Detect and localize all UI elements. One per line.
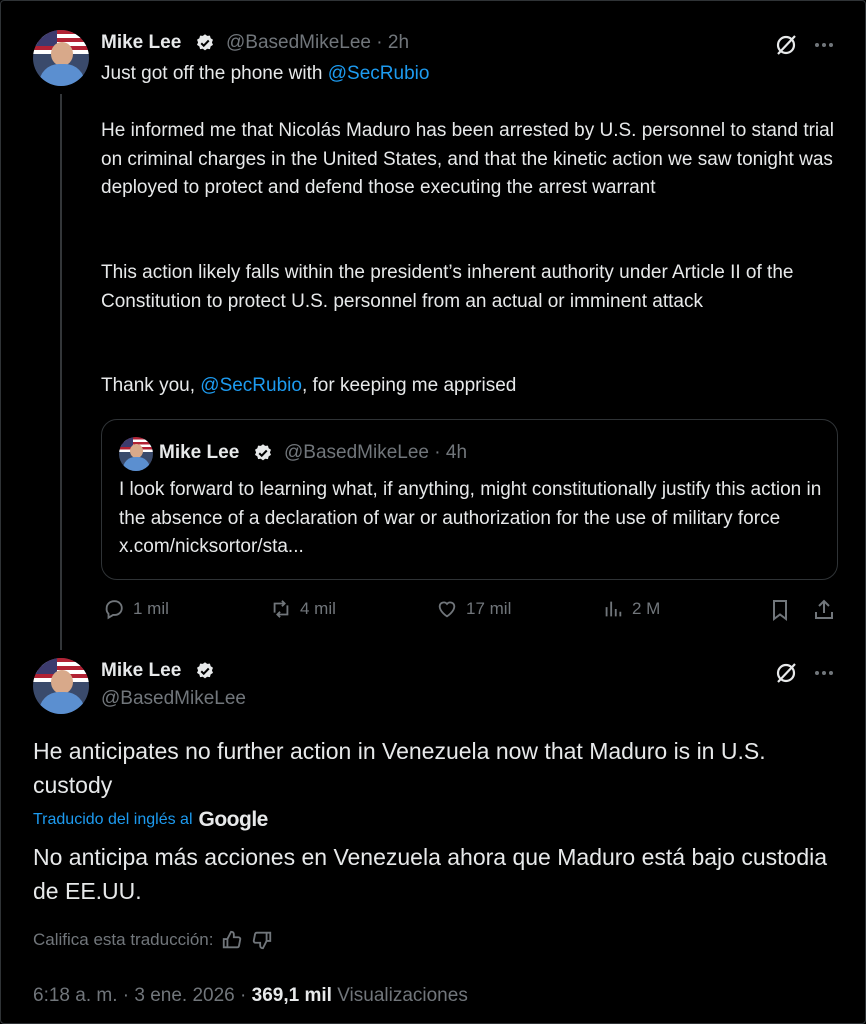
post-text-para2: He informed me that Nicolás Maduro has been arrested by U.S. personnel to stand trial on criminal charges in the United States, and that the kinetic action we saw tonight was deployed to protect and defend those executing the arrest warrant: [101, 120, 840, 198]
author-handle[interactable]: @BasedMikeLee: [101, 688, 246, 709]
repost-button[interactable]: [270, 598, 336, 620]
post-time: 2h: [387, 32, 410, 53]
quote-avatar: [119, 437, 153, 471]
quote-author-name: Mike Lee: [159, 442, 240, 463]
author-handle[interactable]: @BasedMikeLee · 2h: [226, 32, 410, 53]
grok-icon[interactable]: [774, 661, 798, 685]
thumbs-down-icon[interactable]: [251, 929, 273, 951]
bookmark-icon[interactable]: [768, 598, 792, 622]
google-logo: Google: [198, 808, 268, 831]
more-icon[interactable]: [812, 33, 836, 57]
like-button[interactable]: [436, 598, 511, 620]
post-text-para3: This action likely falls within the president’s inherent authority under Article II of the Constitution to protect U.S. personnel from an actual or imminent attack: [101, 262, 799, 312]
like-icon: [436, 598, 458, 620]
reply-count: 1 mil: [133, 599, 169, 618]
like-count: 17 mil: [466, 599, 512, 618]
repost-count: 4 mil: [300, 599, 336, 618]
translation-text: No anticipa más acciones en Venezuela ahora que Maduro está bajo custodia de EE.UU.: [33, 844, 834, 904]
quoted-post[interactable]: [101, 419, 838, 580]
translated-label: Traducido del inglés al: [33, 811, 193, 828]
author-name[interactable]: Mike Lee: [101, 32, 182, 53]
reply-icon: [103, 598, 125, 620]
rate-label: Califica esta traducción:: [33, 930, 214, 949]
rate-translation: [33, 929, 273, 951]
views-count: 2 M: [632, 599, 661, 618]
verified-icon: [253, 443, 273, 463]
reply-button[interactable]: [103, 598, 169, 620]
views-total: 369,1 mil: [251, 985, 332, 1006]
verified-icon: [195, 33, 215, 53]
post-text-para4: Thank you, @SecRubio, for keeping me apprised: [101, 375, 517, 396]
repost-icon: [270, 598, 292, 620]
share-icon[interactable]: [812, 598, 836, 622]
post-meta: 6:18 a. m. · 3 ene. 2026 · 369,1 mil Visualizaciones: [33, 985, 468, 1006]
views-button[interactable]: [602, 598, 660, 620]
author-name[interactable]: Mike Lee: [101, 660, 182, 681]
post-timestamp[interactable]: 6:18 a. m. · 3 ene. 2026: [33, 985, 235, 1006]
avatar[interactable]: [33, 658, 89, 714]
views-label: Visualizaciones: [337, 985, 468, 1006]
views-icon: [602, 598, 624, 620]
verified-icon: [195, 661, 215, 681]
thread-line: [60, 94, 62, 650]
mention-link[interactable]: @SecRubio: [327, 63, 430, 84]
quote-author-handle: @BasedMikeLee · 4h: [284, 442, 468, 463]
more-icon[interactable]: [812, 661, 836, 685]
post-text: He anticipates no further action in Venezuela now that Maduro is in U.S. custody: [33, 738, 772, 798]
thumbs-up-icon[interactable]: [221, 929, 243, 951]
post-text-line1: Just got off the phone with @SecRubio: [101, 63, 430, 84]
translation-attribution[interactable]: [33, 808, 268, 832]
grok-icon[interactable]: [774, 33, 798, 57]
avatar[interactable]: [33, 30, 89, 86]
mention-link[interactable]: @SecRubio: [200, 375, 302, 396]
quote-text: I look forward to learning what, if anything, might constitutionally justify this action in the absence of a declaration of war or authorization for the use of military force x.com/nicksortor/sta...: [119, 479, 827, 557]
